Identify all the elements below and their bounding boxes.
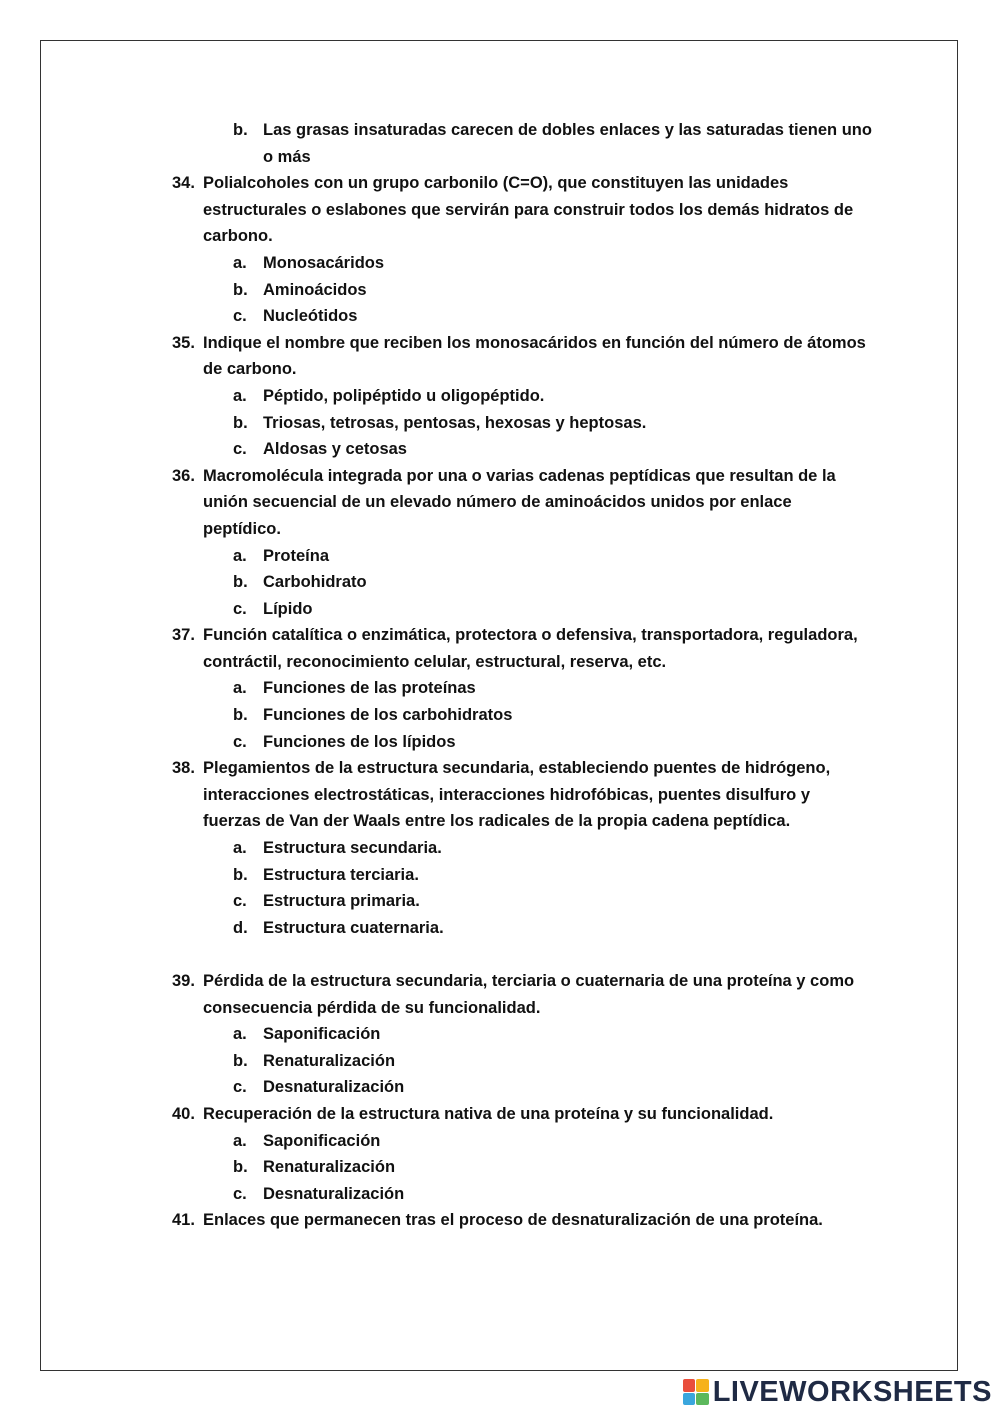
option-text: Estructura cuaternaria.	[263, 918, 444, 937]
option-letter: c.	[233, 732, 247, 751]
option-text: Nucleótidos	[263, 307, 358, 326]
option-text: Monosacáridos	[263, 253, 385, 272]
option-letter: c.	[233, 307, 247, 326]
blank-line	[172, 941, 872, 968]
option-text: Péptido, polipéptido u oligopéptido.	[263, 386, 545, 405]
question-number: 35.	[172, 333, 195, 352]
option-item[interactable]	[172, 277, 872, 304]
question-number: 34.	[172, 174, 195, 193]
question-number: 39.	[172, 972, 195, 990]
option-text: Las grasas insaturadas carecen de dobles enlaces y las saturadas tienen uno o más	[263, 121, 872, 166]
option-text: Aldosas y cetosas	[263, 440, 407, 459]
option-letter: a.	[233, 1131, 247, 1150]
option-text: Desnaturalización	[263, 1184, 405, 1203]
option-text: Proteína	[263, 546, 330, 565]
option-letter: b.	[233, 573, 248, 592]
question-40	[172, 1101, 872, 1128]
option-text: Desnaturalización	[263, 1078, 405, 1097]
option-item[interactable]	[172, 1181, 872, 1208]
liveworksheets-grid-icon	[683, 1379, 709, 1405]
option-item[interactable]	[172, 1021, 872, 1048]
option-letter: c.	[233, 440, 247, 459]
question-38	[172, 755, 872, 835]
option-letter: a.	[233, 546, 247, 565]
question-number: 38.	[172, 759, 195, 778]
option-letter: a.	[233, 679, 247, 698]
option-item[interactable]	[172, 410, 872, 437]
option-letter: a.	[233, 386, 247, 405]
question-text: Macromolécula integrada por una o varias cadenas peptídicas que resultan de la unión secuencial de un elevado número de aminoácidos unidos por enlace peptídico.	[203, 466, 836, 538]
option-item[interactable]	[172, 1048, 872, 1075]
question-number: 36.	[172, 466, 195, 485]
question-text: Función catalítica o enzimática, protectora o defensiva, transportadora, reguladora, contráctil, reconocimiento celular, estructural, reserva, etc.	[203, 626, 858, 671]
question-39	[172, 968, 872, 1021]
option-letter: b.	[233, 706, 248, 725]
question-41	[172, 1207, 872, 1234]
question-37	[172, 622, 872, 675]
logo-square-red	[683, 1379, 696, 1392]
question-text: Polialcoholes con un grupo carbonilo (C=O), que constituyen las unidades estructurales o eslabones que servirán para construir todos los demás hidratos de carbono.	[203, 174, 854, 246]
option-letter: b.	[233, 121, 248, 139]
option-item[interactable]	[172, 383, 872, 410]
option-item[interactable]	[172, 1074, 872, 1101]
option-text: Estructura primaria.	[263, 892, 420, 911]
option-letter: b.	[233, 413, 248, 432]
option-item[interactable]	[172, 675, 872, 702]
option-text: Aminoácidos	[263, 280, 367, 299]
option-letter: a.	[233, 1025, 247, 1044]
option-item[interactable]	[172, 569, 872, 596]
option-text: Carbohidrato	[263, 573, 367, 592]
liveworksheets-logo	[683, 1375, 992, 1409]
liveworksheets-wordmark: LIVEWORKSHEETS	[712, 1375, 992, 1408]
option-letter: b.	[233, 1051, 248, 1070]
question-text: Recuperación de la estructura nativa de una proteína y su funcionalidad.	[203, 1104, 774, 1123]
question-number: 41.	[172, 1211, 195, 1230]
option-letter: a.	[233, 839, 247, 858]
option-item[interactable]	[172, 596, 872, 623]
option-text: Funciones de los lípidos	[263, 732, 456, 751]
continued-option	[172, 117, 872, 170]
option-item[interactable]	[172, 915, 872, 942]
option-text: Estructura secundaria.	[263, 839, 442, 858]
option-letter: b.	[233, 1158, 248, 1177]
option-text: Saponificación	[263, 1131, 381, 1150]
option-item[interactable]	[172, 862, 872, 889]
option-text: Saponificación	[263, 1025, 381, 1044]
option-letter: c.	[233, 1078, 247, 1097]
option-letter: c.	[233, 1184, 247, 1203]
question-text: Enlaces que permanecen tras el proceso de desnaturalización de una proteína.	[203, 1211, 823, 1230]
option-text: Triosas, tetrosas, pentosas, hexosas y heptosas.	[263, 413, 647, 432]
option-letter: c.	[233, 892, 247, 911]
option-letter: d.	[233, 918, 248, 937]
option-text: Lípido	[263, 599, 313, 618]
option-item[interactable]	[172, 835, 872, 862]
option-item[interactable]	[172, 888, 872, 915]
logo-square-blue	[683, 1393, 696, 1406]
option-letter: c.	[233, 599, 247, 618]
option-text: Renaturalización	[263, 1051, 396, 1070]
worksheet-content	[172, 117, 872, 1234]
option-text: Renaturalización	[263, 1158, 396, 1177]
option-letter: b.	[233, 280, 248, 299]
option-text: Estructura terciaria.	[263, 865, 419, 884]
option-item[interactable]	[172, 702, 872, 729]
option-item[interactable]	[172, 436, 872, 463]
logo-square-yellow	[696, 1379, 709, 1392]
option-item[interactable]	[172, 729, 872, 756]
option-item[interactable]	[172, 303, 872, 330]
question-35	[172, 330, 872, 383]
option-item[interactable]	[172, 1128, 872, 1155]
option-item[interactable]	[172, 543, 872, 570]
question-text: Pérdida de la estructura secundaria, terciaria o cuaternaria de una proteína y como consecuencia pérdida de su funcionalidad.	[203, 972, 855, 1017]
logo-square-green	[696, 1393, 709, 1406]
question-text: Indique el nombre que reciben los monosacáridos en función del número de átomos de carbono.	[203, 333, 866, 379]
question-36	[172, 463, 872, 543]
option-text: Funciones de las proteínas	[263, 679, 476, 698]
question-34	[172, 170, 872, 250]
option-letter: a.	[233, 253, 247, 272]
question-number: 37.	[172, 626, 195, 645]
option-text: Funciones de los carbohidratos	[263, 706, 513, 725]
option-item[interactable]	[172, 1154, 872, 1181]
question-number: 40.	[172, 1104, 195, 1123]
option-letter: b.	[233, 865, 248, 884]
option-item[interactable]	[172, 250, 872, 277]
question-text: Plegamientos de la estructura secundaria, estableciendo puentes de hidrógeno, interacciones electrostáticas, interacciones hidrofóbicas, puentes disulfuro y fuerzas de Van der Waals entre los radicales de la propia cadena peptídica.	[203, 759, 831, 831]
